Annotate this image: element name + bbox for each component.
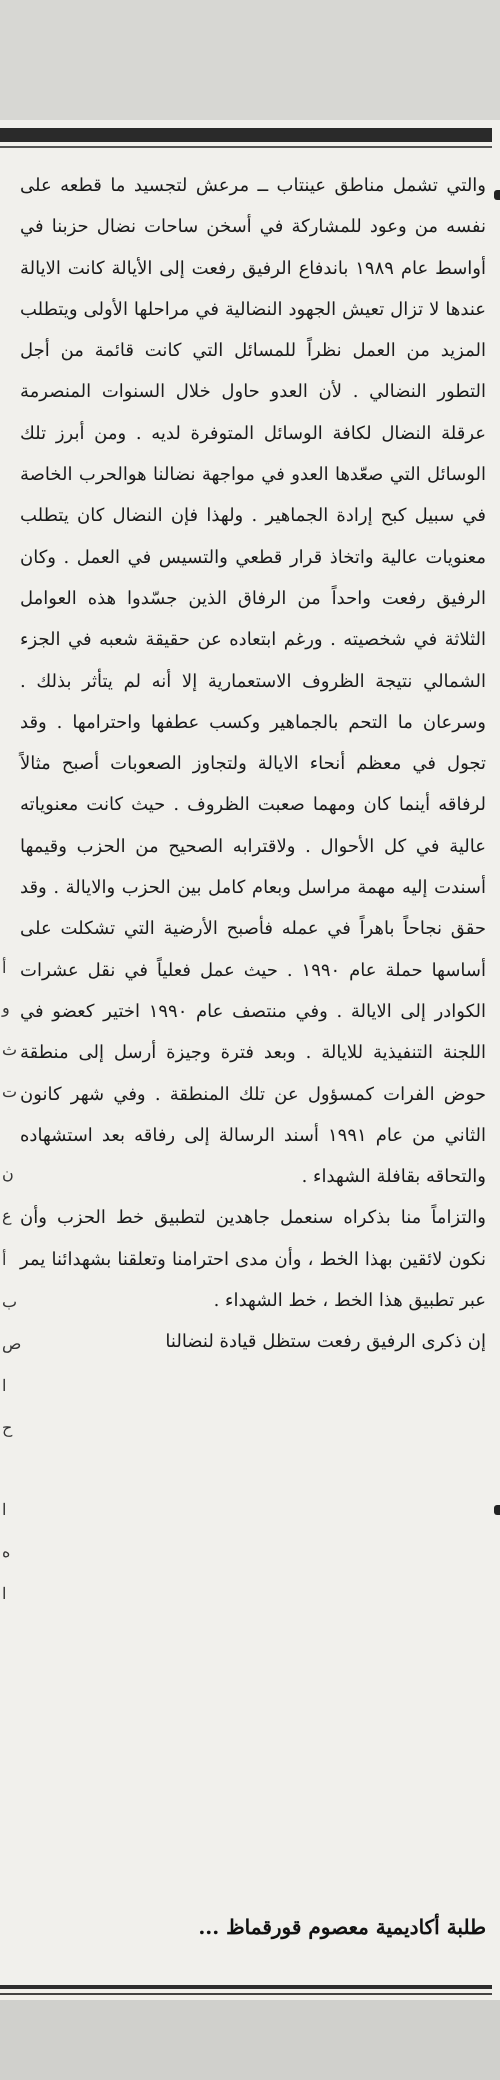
adjacent-fragment: ع — [2, 1206, 12, 1225]
author-signature: طلبة أكاديمية معصوم قورقماظ ... — [198, 1915, 486, 1939]
binding-mark — [494, 1505, 500, 1515]
adjacent-fragment: ت — [2, 1082, 18, 1101]
top-rule-hairline — [0, 146, 492, 148]
article-paragraph: إن ذكرى الرفيق رفعت ستظل قيادة لنضالنا — [165, 1331, 486, 1353]
adjacent-fragment: ن — [2, 1164, 14, 1183]
adjacent-fragment: أ — [2, 1250, 7, 1269]
article-body — [20, 165, 486, 1363]
adjacent-fragment: ه — [2, 1542, 11, 1561]
adjacent-fragment: ا — [2, 1500, 7, 1519]
adjacent-fragment: أ — [2, 958, 7, 977]
top-band — [0, 0, 500, 120]
article-paragraph: والتزاماً منا بذكراه سنعمل جاهدين لتطبيق خط الحزب وأن نكون لائقين بهذا الخط ، وأن مدى احترامنا وتعلقنا بشهدائنا يمر عبر تطبيق هذا الخط ، خط الشهداء . — [20, 1207, 486, 1312]
bottom-rule-hairline — [0, 1993, 492, 1995]
adjacent-fragment: ب — [2, 1292, 18, 1311]
adjacent-fragment: و — [2, 998, 10, 1017]
top-rule — [0, 128, 492, 142]
adjacent-fragment: ص — [2, 1334, 22, 1353]
adjacent-fragment: ث — [2, 1040, 18, 1059]
bottom-band — [0, 2000, 500, 2080]
article-paragraph: والتي تشمل مناطق عينتاب ــ مرعش لتجسيد ما قطعه على نفسه من وعود للمشاركة في أسخن ساحات نضال حزبنا في أواسط عام ١٩٨٩ باندفاع الرفيق رفعت إلى الأيالة كانت الايالة عندها لا تزال تعيش الجهود النضالية في مراحلها الأولى ويتطلب المزيد من العمل نظراً للمسائل التي كانت قائمة من أجل التطور النضالي . لأن العدو حاول خلال السنوات المنصرمة عرقلة النضال لكافة الوسائل المتوفرة لديه . ومن أبرز تلك الوسائل التي صعّدها العدو في مواجهة نضالنا هوالحرب الخاصة في سبيل كبح إرادة الجماهير . ولهذا فإن النضال كان يتطلب معنويات عالية واتخاذ قرار قطعي والتسيس في العمل . وكان الرفيق رفعت واحداً من الرفاق الذين جسّدوا هذه العوامل الثلاثة في شخصيته . ورغم ابتعاده عن حقيقة شعبه في الجزء الشمالي نتيجة الظروف الاستعمارية إلا أنه لم يتأثر بذلك . وسرعان ما التحم بالجماهير وكسب عطفها واحترامها . وقد تجول في معظم أنحاء الايالة ولتجاوز الصعوبات أصبح مثالاً لرفاقه أينما كان ومهما صعبت الظروف . حيث كانت معنوياته عالية في كل الأحوال . ولاقترابه الصحيح من الحزب وقيمها أسندت إليه مهمة مراسل وبعام كامل بين الحزب والايالة . وقد حقق نجاحاً باهراً في عمله فأصبح الأرضية التي تشكلت على أساسها حملة عام ١٩٩٠ . حيث عمل فعلياً في نقل عشرات الكوادر إلى الايالة . وفي منتصف عام ١٩٩٠ اختير كعضو في اللجنة التنفيذية للايالة . وبعد فترة وجيزة أرسل إلى منطقة حوض الفرات كمسؤول عن تلك المنطقة . وفي شهر كانون الثاني من عام ١٩٩١ أسند الرسالة إلى رفاقه بعد استشهاده والتحاقه بقافلة الشهداء . — [20, 175, 486, 1188]
adjacent-fragment: ا — [2, 1376, 7, 1395]
adjacent-fragment: ح — [2, 1418, 13, 1437]
adjacent-fragment: ا — [2, 1584, 7, 1603]
binding-mark — [494, 190, 500, 200]
bottom-rule — [0, 1985, 492, 1989]
